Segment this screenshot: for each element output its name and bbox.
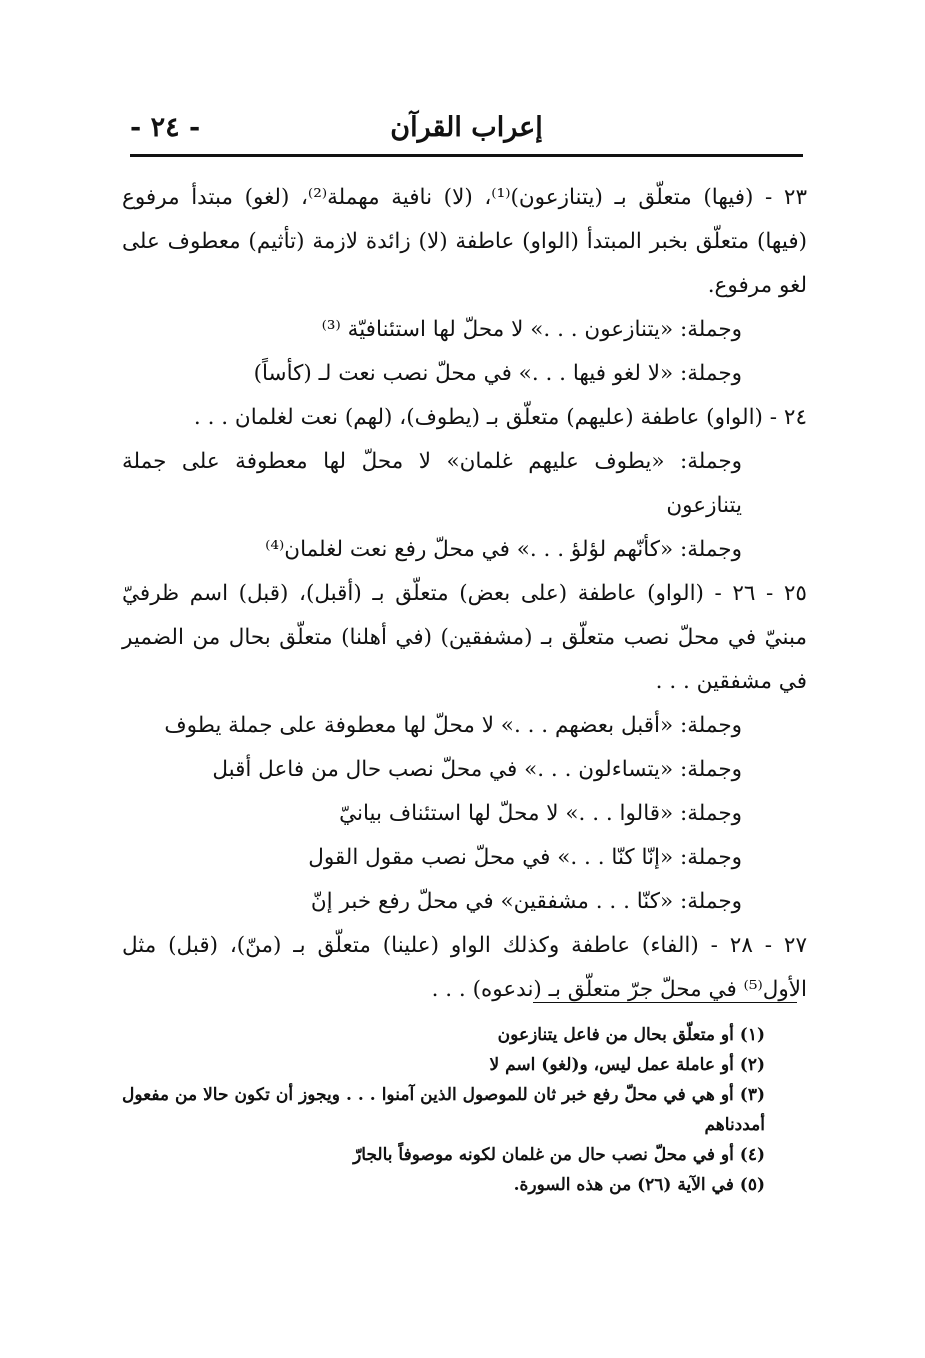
main-text [122, 176, 807, 1012]
footnotes [122, 1020, 805, 1200]
sentence-line: وجملة: «يطوف عليهم غلمان» لا محلّ لها معطوفة على جملة يتنازعون [122, 449, 742, 518]
footnote-1: (١) أو متعلّق بحال من فاعل يتنازعون [497, 1025, 765, 1045]
footnote-4: (٤) أو في محلّ نصب حال من غلمان لكونه موصوفاً بالجارّ [353, 1145, 765, 1165]
paragraph-verse-27-28: ٢٧ - ٢٨ - (الفاء) عاطفة وكذلك الواو (علينا) متعلّق بـ (منّ)، (قبل) مثل الأول⁽⁵⁾ في محلّ جرّ متعلّق بـ (ندعوه) . . . [122, 933, 808, 1002]
footnote-divider [533, 1002, 797, 1003]
running-title: إعراب القرآن [390, 112, 543, 143]
paragraph-verse-24: ٢٤ - (الواو) عاطفة (عليهم) متعلّق بـ (يطوف)، (لهم) نعت لغلمان . . . [193, 405, 807, 430]
sentence-line: وجملة: «أقبل بعضهم . . .» لا محلّ لها معطوفة على جملة يطوف [164, 713, 742, 738]
sentence-line: وجملة: «قالوا . . .» لا محلّ لها استئناف بيانيّ [339, 801, 742, 826]
sentence-line: وجملة: «يتساءلون . . .» في محلّ نصب حال من فاعل أقبل [212, 757, 742, 782]
footnote-5: (٥) في الآية (٢٦) من هذه السورة. [513, 1175, 765, 1195]
paragraph-verse-25-26: ٢٥ - ٢٦ - (الواو) عاطفة (على بعض) متعلّق بـ (أقبل)، (قبل) اسم ظرفيّ مبنيّ في محلّ نصب متعلّق بـ (مشفقين) (في أهلنا) متعلّق بحال من الضمير في مشفقين . . . [122, 581, 807, 694]
footnote-2: (٢) أو عاملة عمل ليس، و(لغو) اسم لا [489, 1055, 765, 1075]
sentence-line: وجملة: «لا لغو فيها . . .» في محلّ نصب نعت لـ (كأساً) [253, 361, 742, 386]
sentence-line: وجملة: «كأنّهم لؤلؤ . . .» في محلّ رفع نعت لغلمان⁽⁴⁾ [265, 537, 742, 562]
page-number: - ٢٤ - [130, 112, 201, 143]
header-divider [130, 154, 803, 157]
sentence-line: وجملة: «إنّا كنّا . . .» في محلّ نصب مقول القول [308, 845, 742, 870]
sentence-line: وجملة: «يتنازعون . . .» لا محلّ لها استئنافيّة ⁽³⁾ [321, 317, 742, 342]
footnote-3: (٣) أو هي في محلّ رفع خبر ثان للموصول الذين آمنوا . . . ويجوز أن تكون حالا من مفعول أمددناهم [122, 1085, 765, 1135]
page-header [130, 112, 803, 152]
sentence-line: وجملة: «كنّا . . . مشفقين» في محلّ رفع خبر إنّ [310, 889, 742, 914]
paragraph-verse-23: ٢٣ - (فيها) متعلّق بـ (يتنازعون)⁽¹⁾، (لا) نافية مهملة⁽²⁾، (لغو) مبتدأ مرفوع (فيها) متعلّق بخبر المبتدأ (الواو) عاطفة (لا) زائدة لازمة (تأثيم) معطوف على لغو مرفوع. [122, 185, 808, 298]
